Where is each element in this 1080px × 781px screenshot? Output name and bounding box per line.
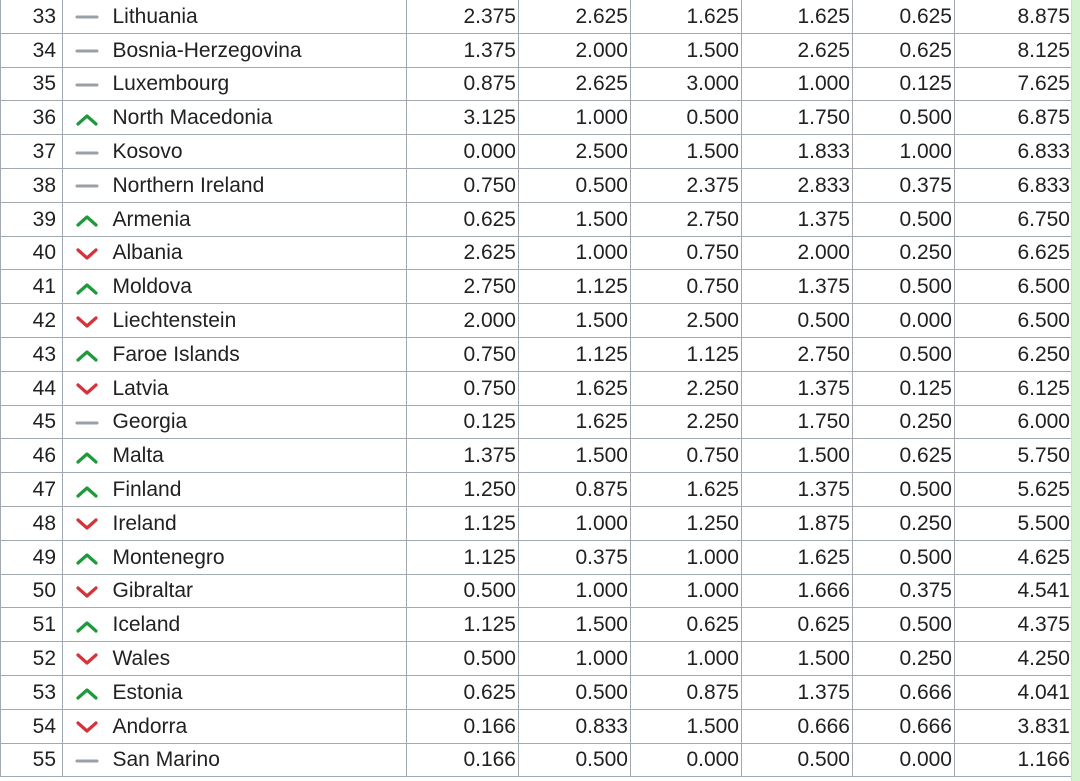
season-points-cell: 2.833 — [742, 168, 853, 202]
table-row — [1, 439, 1073, 473]
season-points-cell: 0.750 — [407, 168, 519, 202]
season-points-cell: 0.750 — [631, 270, 742, 304]
season-points-cell: 0.500 — [853, 608, 955, 642]
table-row — [1, 574, 1073, 608]
country-name: Gibraltar — [111, 574, 407, 608]
season-points-cell: 0.833 — [519, 709, 631, 743]
trend-cell — [63, 675, 111, 709]
season-points-cell: 1.250 — [407, 473, 519, 507]
season-points-cell: 1.000 — [519, 506, 631, 540]
table-row — [1, 101, 1073, 135]
season-points-cell: 0.750 — [631, 439, 742, 473]
season-points-cell: 1.000 — [631, 574, 742, 608]
country-name: Albania — [111, 236, 407, 270]
rank-cell: 50 — [1, 574, 63, 608]
season-points-cell: 0.000 — [407, 135, 519, 169]
country-name: Kosovo — [111, 135, 407, 169]
up-arrow-icon — [74, 343, 100, 366]
season-points-cell: 1.000 — [519, 101, 631, 135]
season-points-cell: 0.875 — [519, 473, 631, 507]
season-points-cell: 1.875 — [742, 506, 853, 540]
table-row — [1, 33, 1073, 67]
country-name: Iceland — [111, 608, 407, 642]
total-points-cell: 1.166 — [955, 743, 1073, 777]
trend-cell — [63, 202, 111, 236]
season-points-cell: 0.000 — [631, 743, 742, 777]
total-points-cell: 5.500 — [955, 506, 1073, 540]
table-row — [1, 675, 1073, 709]
season-points-cell: 0.500 — [407, 642, 519, 676]
season-points-cell: 1.125 — [519, 337, 631, 371]
season-points-cell: 0.250 — [853, 236, 955, 270]
rank-cell: 39 — [1, 202, 63, 236]
rank-cell: 51 — [1, 608, 63, 642]
season-points-cell: 1.125 — [631, 337, 742, 371]
rank-cell: 52 — [1, 642, 63, 676]
trend-cell — [63, 506, 111, 540]
total-points-cell: 6.875 — [955, 101, 1073, 135]
season-points-cell: 0.125 — [407, 405, 519, 439]
season-points-cell: 1.500 — [519, 304, 631, 338]
season-points-cell: 2.500 — [631, 304, 742, 338]
total-points-cell: 6.125 — [955, 371, 1073, 405]
season-points-cell: 1.500 — [519, 439, 631, 473]
season-points-cell: 2.625 — [742, 33, 853, 67]
up-arrow-icon — [74, 444, 100, 467]
down-arrow-icon — [74, 241, 100, 264]
season-points-cell: 1.000 — [519, 236, 631, 270]
trend-cell — [63, 236, 111, 270]
season-points-cell: 0.500 — [519, 675, 631, 709]
season-points-cell: 1.666 — [742, 574, 853, 608]
country-name: Finland — [111, 473, 407, 507]
table-row — [1, 473, 1073, 507]
season-points-cell: 1.375 — [407, 33, 519, 67]
season-points-cell: 1.625 — [519, 371, 631, 405]
season-points-cell: 2.375 — [407, 0, 519, 33]
country-name: Armenia — [111, 202, 407, 236]
total-points-cell: 6.750 — [955, 202, 1073, 236]
season-points-cell: 2.250 — [631, 371, 742, 405]
season-points-cell: 0.250 — [853, 506, 955, 540]
table-row — [1, 371, 1073, 405]
season-points-cell: 1.250 — [631, 506, 742, 540]
season-points-cell: 0.875 — [407, 67, 519, 101]
country-name: Northern Ireland — [111, 168, 407, 202]
down-arrow-icon — [74, 512, 100, 535]
country-name: Georgia — [111, 405, 407, 439]
table-row — [1, 743, 1073, 777]
season-points-cell: 0.500 — [853, 337, 955, 371]
up-arrow-icon — [74, 681, 100, 704]
season-points-cell: 0.000 — [853, 304, 955, 338]
season-points-cell: 1.750 — [742, 405, 853, 439]
season-points-cell: 3.000 — [631, 67, 742, 101]
trend-cell — [63, 337, 111, 371]
season-points-cell: 2.750 — [407, 270, 519, 304]
season-points-cell: 0.166 — [407, 743, 519, 777]
table-row — [1, 202, 1073, 236]
season-points-cell: 2.625 — [407, 236, 519, 270]
down-arrow-icon — [74, 579, 100, 602]
season-points-cell: 0.625 — [742, 608, 853, 642]
rank-cell: 54 — [1, 709, 63, 743]
season-points-cell: 0.500 — [519, 168, 631, 202]
season-points-cell: 1.125 — [519, 270, 631, 304]
country-name: Lithuania — [111, 0, 407, 33]
total-points-cell: 6.000 — [955, 405, 1073, 439]
rank-cell: 40 — [1, 236, 63, 270]
season-points-cell: 1.375 — [407, 439, 519, 473]
total-points-cell: 6.625 — [955, 236, 1073, 270]
season-points-cell: 0.375 — [519, 540, 631, 574]
total-points-cell: 8.125 — [955, 33, 1073, 67]
down-arrow-icon — [74, 377, 100, 400]
table-row — [1, 506, 1073, 540]
season-points-cell: 0.500 — [853, 101, 955, 135]
season-points-cell: 2.375 — [631, 168, 742, 202]
rank-cell: 44 — [1, 371, 63, 405]
rank-cell: 38 — [1, 168, 63, 202]
side-green-strip — [1071, 0, 1080, 781]
no-change-dash-icon — [74, 140, 100, 163]
no-change-dash-icon — [74, 72, 100, 95]
season-points-cell: 0.500 — [853, 270, 955, 304]
country-name: Montenegro — [111, 540, 407, 574]
season-points-cell: 0.500 — [631, 101, 742, 135]
trend-cell — [63, 439, 111, 473]
season-points-cell: 0.625 — [407, 675, 519, 709]
no-change-dash-icon — [74, 174, 100, 197]
trend-cell — [63, 371, 111, 405]
season-points-cell: 2.625 — [519, 0, 631, 33]
country-name: San Marino — [111, 743, 407, 777]
total-points-cell: 5.625 — [955, 473, 1073, 507]
season-points-cell: 0.166 — [407, 709, 519, 743]
season-points-cell: 1.000 — [631, 642, 742, 676]
total-points-cell: 6.500 — [955, 304, 1073, 338]
season-points-cell: 2.500 — [519, 135, 631, 169]
down-arrow-icon — [74, 647, 100, 670]
trend-cell — [63, 608, 111, 642]
total-points-cell: 4.041 — [955, 675, 1073, 709]
rank-cell: 47 — [1, 473, 63, 507]
season-points-cell: 1.375 — [742, 675, 853, 709]
country-name: Ireland — [111, 506, 407, 540]
season-points-cell: 1.375 — [742, 270, 853, 304]
season-points-cell: 1.000 — [853, 135, 955, 169]
country-name: Moldova — [111, 270, 407, 304]
season-points-cell: 0.666 — [742, 709, 853, 743]
table-row — [1, 67, 1073, 101]
season-points-cell: 1.000 — [631, 540, 742, 574]
table-row — [1, 608, 1073, 642]
country-name: Bosnia-Herzegovina — [111, 33, 407, 67]
table-row — [1, 337, 1073, 371]
season-points-cell: 0.625 — [631, 608, 742, 642]
total-points-cell: 7.625 — [955, 67, 1073, 101]
season-points-cell: 1.500 — [519, 608, 631, 642]
rank-cell: 36 — [1, 101, 63, 135]
table-row — [1, 236, 1073, 270]
up-arrow-icon — [74, 208, 100, 231]
season-points-cell: 1.625 — [742, 0, 853, 33]
season-points-cell: 0.625 — [407, 202, 519, 236]
rank-cell: 45 — [1, 405, 63, 439]
country-name: Faroe Islands — [111, 337, 407, 371]
table-row — [1, 0, 1073, 33]
season-points-cell: 0.875 — [631, 675, 742, 709]
season-points-cell: 1.750 — [742, 101, 853, 135]
rank-cell: 46 — [1, 439, 63, 473]
country-name: Wales — [111, 642, 407, 676]
season-points-cell: 2.000 — [519, 33, 631, 67]
table-row — [1, 642, 1073, 676]
trend-cell — [63, 270, 111, 304]
table-row — [1, 405, 1073, 439]
table-body — [1, 0, 1073, 777]
season-points-cell: 1.625 — [631, 473, 742, 507]
table-row — [1, 709, 1073, 743]
up-arrow-icon — [74, 275, 100, 298]
trend-cell — [63, 642, 111, 676]
season-points-cell: 0.500 — [853, 473, 955, 507]
season-points-cell: 0.375 — [853, 168, 955, 202]
trend-cell — [63, 0, 111, 33]
rank-cell: 41 — [1, 270, 63, 304]
trend-cell — [63, 743, 111, 777]
season-points-cell: 0.500 — [519, 743, 631, 777]
season-points-cell: 0.750 — [407, 337, 519, 371]
rank-cell: 37 — [1, 135, 63, 169]
table-row — [1, 135, 1073, 169]
rank-cell: 53 — [1, 675, 63, 709]
season-points-cell: 1.125 — [407, 608, 519, 642]
season-points-cell: 0.500 — [742, 304, 853, 338]
season-points-cell: 1.375 — [742, 371, 853, 405]
season-points-cell: 1.625 — [631, 0, 742, 33]
total-points-cell: 6.500 — [955, 270, 1073, 304]
rank-cell: 34 — [1, 33, 63, 67]
country-name: Estonia — [111, 675, 407, 709]
season-points-cell: 1.625 — [519, 405, 631, 439]
total-points-cell: 3.831 — [955, 709, 1073, 743]
country-name: Andorra — [111, 709, 407, 743]
season-points-cell: 1.500 — [519, 202, 631, 236]
season-points-cell: 0.250 — [853, 642, 955, 676]
table-row — [1, 540, 1073, 574]
trend-cell — [63, 168, 111, 202]
trend-cell — [63, 67, 111, 101]
season-points-cell: 0.250 — [853, 405, 955, 439]
up-arrow-icon — [74, 478, 100, 501]
table-row — [1, 270, 1073, 304]
down-arrow-icon — [74, 309, 100, 332]
total-points-cell: 6.250 — [955, 337, 1073, 371]
total-points-cell: 4.250 — [955, 642, 1073, 676]
no-change-dash-icon — [74, 410, 100, 433]
season-points-cell: 1.500 — [631, 709, 742, 743]
rank-cell: 43 — [1, 337, 63, 371]
season-points-cell: 1.375 — [742, 202, 853, 236]
country-name: Latvia — [111, 371, 407, 405]
rank-cell: 42 — [1, 304, 63, 338]
season-points-cell: 0.666 — [853, 675, 955, 709]
season-points-cell: 0.125 — [853, 371, 955, 405]
season-points-cell: 1.833 — [742, 135, 853, 169]
no-change-dash-icon — [74, 748, 100, 771]
season-points-cell: 2.250 — [631, 405, 742, 439]
rank-cell: 33 — [1, 0, 63, 33]
trend-cell — [63, 33, 111, 67]
no-change-dash-icon — [74, 39, 100, 62]
season-points-cell: 0.625 — [853, 0, 955, 33]
season-points-cell: 0.125 — [853, 67, 955, 101]
table-row — [1, 304, 1073, 338]
trend-cell — [63, 135, 111, 169]
season-points-cell: 0.500 — [742, 743, 853, 777]
country-name: North Macedonia — [111, 101, 407, 135]
season-points-cell: 2.750 — [631, 202, 742, 236]
trend-cell — [63, 405, 111, 439]
season-points-cell: 1.375 — [742, 473, 853, 507]
season-points-cell: 1.125 — [407, 540, 519, 574]
no-change-dash-icon — [74, 5, 100, 28]
trend-cell — [63, 304, 111, 338]
season-points-cell: 2.000 — [407, 304, 519, 338]
season-points-cell: 1.125 — [407, 506, 519, 540]
trend-cell — [63, 101, 111, 135]
season-points-cell: 0.625 — [853, 33, 955, 67]
rank-cell: 49 — [1, 540, 63, 574]
rank-cell: 35 — [1, 67, 63, 101]
season-points-cell: 1.625 — [742, 540, 853, 574]
season-points-cell: 0.500 — [853, 202, 955, 236]
country-name: Liechtenstein — [111, 304, 407, 338]
season-points-cell: 1.500 — [742, 642, 853, 676]
season-points-cell: 0.500 — [853, 540, 955, 574]
up-arrow-icon — [74, 613, 100, 636]
total-points-cell: 4.625 — [955, 540, 1073, 574]
trend-cell — [63, 574, 111, 608]
trend-cell — [63, 473, 111, 507]
up-arrow-icon — [74, 546, 100, 569]
season-points-cell: 1.000 — [519, 642, 631, 676]
down-arrow-icon — [74, 715, 100, 738]
total-points-cell: 6.833 — [955, 168, 1073, 202]
season-points-cell: 1.500 — [742, 439, 853, 473]
up-arrow-icon — [74, 106, 100, 129]
season-points-cell: 1.500 — [631, 135, 742, 169]
season-points-cell: 2.000 — [742, 236, 853, 270]
total-points-cell: 8.875 — [955, 0, 1073, 33]
table-row — [1, 168, 1073, 202]
season-points-cell: 1.000 — [742, 67, 853, 101]
country-name: Malta — [111, 439, 407, 473]
season-points-cell: 0.500 — [407, 574, 519, 608]
season-points-cell: 0.666 — [853, 709, 955, 743]
trend-cell — [63, 540, 111, 574]
season-points-cell: 3.125 — [407, 101, 519, 135]
total-points-cell: 5.750 — [955, 439, 1073, 473]
season-points-cell: 0.750 — [631, 236, 742, 270]
total-points-cell: 4.541 — [955, 574, 1073, 608]
rank-cell: 55 — [1, 743, 63, 777]
trend-cell — [63, 709, 111, 743]
season-points-cell: 2.625 — [519, 67, 631, 101]
country-name: Luxembourg — [111, 67, 407, 101]
total-points-cell: 4.375 — [955, 608, 1073, 642]
season-points-cell: 2.750 — [742, 337, 853, 371]
season-points-cell: 0.375 — [853, 574, 955, 608]
rank-cell: 48 — [1, 506, 63, 540]
total-points-cell: 6.833 — [955, 135, 1073, 169]
season-points-cell: 0.625 — [853, 439, 955, 473]
season-points-cell: 1.500 — [631, 33, 742, 67]
season-points-cell: 0.750 — [407, 371, 519, 405]
season-points-cell: 0.000 — [853, 743, 955, 777]
season-points-cell: 1.000 — [519, 574, 631, 608]
